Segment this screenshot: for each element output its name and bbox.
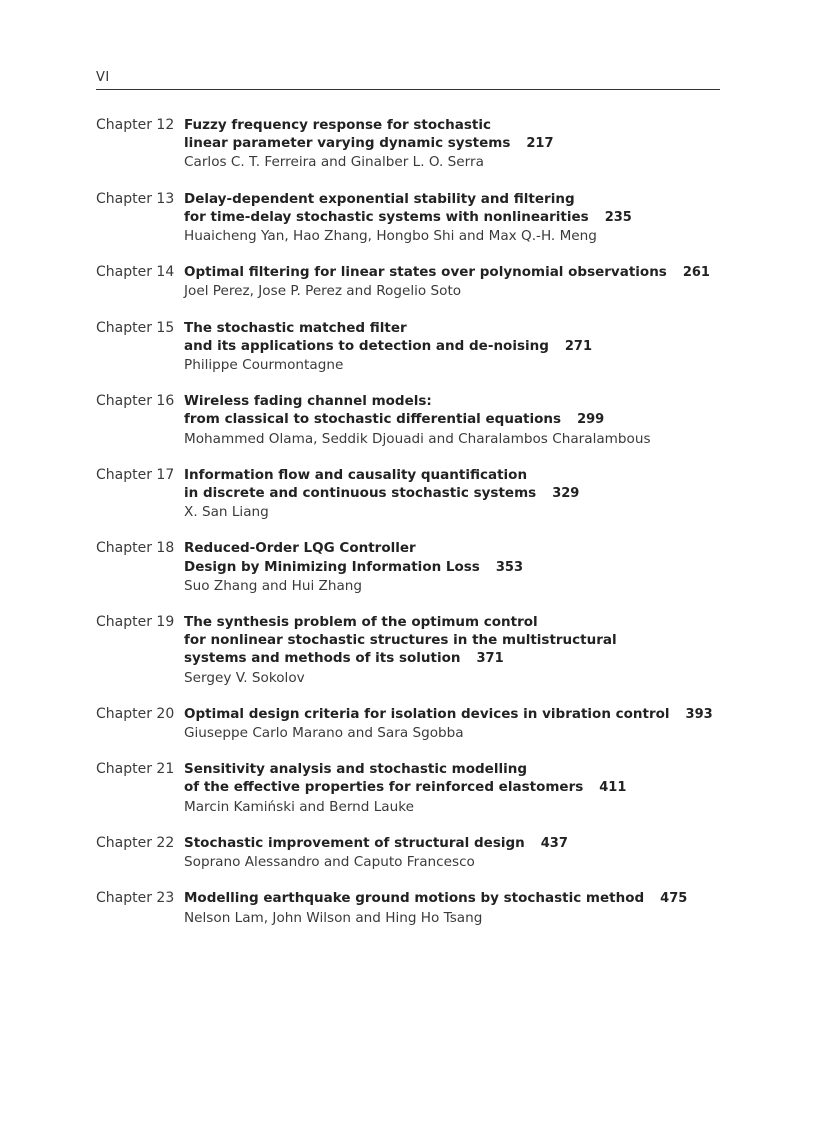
chapter-authors: Giuseppe Carlo Marano and Sara Sgobba [184,725,464,742]
chapter-title-text: Information flow and causality quantification [184,466,528,483]
chapter-label: Chapter 13 [96,190,175,207]
chapter-label: Chapter 19 [96,614,175,631]
chapter-label: Chapter 18 [96,540,175,557]
chapter-title-line [184,319,736,337]
chapter-title-line [184,410,736,429]
chapter-authors: Sergey V. Sokolov [184,669,305,686]
chapter-authors: Nelson Lam, John Wilson and Hing Ho Tsang [184,909,483,926]
chapter-title-text: The synthesis problem of the optimum control [184,614,538,631]
chapter-body [184,889,736,926]
chapter-authors: Huaicheng Yan, Hao Zhang, Hongbo Shi and Max Q.-H. Meng [184,228,597,245]
toc-entry [96,466,736,522]
page-number: VI [96,70,110,85]
chapter-title-text: for time-delay stochastic systems with nonlinearities [184,208,589,225]
toc-entry [96,116,736,172]
chapter-title-text: systems and methods of its solution [184,650,461,667]
chapter-title-line [184,190,736,208]
toc-entry [96,834,736,871]
chapter-label: Chapter 17 [96,466,175,483]
chapter-title-line [184,337,736,356]
chapter-body [184,263,736,300]
chapter-title-line [184,392,736,410]
chapter-title-text: Delay-dependent exponential stability and filtering [184,190,575,207]
chapter-label: Chapter 15 [96,319,175,336]
chapter-title-text: Wireless fading channel models: [184,393,432,410]
chapter-page-number: 475 [660,891,688,907]
chapter-authors: Carlos C. T. Ferreira and Ginalber L. O. Serra [184,154,484,171]
chapter-page-number: 261 [682,265,710,281]
chapter-authors: Mohammed Olama, Seddik Djouadi and Charalambos Charalambous [184,430,651,447]
chapter-authors: Marcin Kamiński and Bernd Lauke [184,798,414,815]
chapter-label: Chapter 12 [96,117,175,133]
chapter-title-line [184,208,736,227]
chapter-authors: Suo Zhang and Hui Zhang [184,577,363,594]
chapter-title-line [184,889,736,908]
chapter-body [184,613,736,687]
toc-entry [96,760,736,816]
toc-entry [96,705,736,742]
chapter-page-number: 299 [577,412,605,428]
chapter-title-text: linear parameter varying dynamic systems [184,135,511,152]
chapter-label: Chapter 16 [96,393,175,410]
chapter-authors: X. San Liang [184,504,269,521]
page-header [96,70,720,90]
chapter-title-line [184,466,736,484]
chapter-page-number: 353 [495,559,523,575]
chapter-title-line [184,705,736,724]
chapter-label: Chapter 14 [96,264,175,281]
chapter-page-number: 371 [476,651,504,667]
chapter-title-line [184,613,736,631]
chapter-title-text: and its applications to detection and de-noising [184,337,549,354]
chapter-body [184,116,736,172]
chapter-title-line [184,834,736,853]
chapter-page-number: 271 [564,338,593,354]
chapter-body [184,190,736,246]
chapter-body [184,705,736,742]
chapter-title-text: Design by Minimizing Information Loss [184,558,480,575]
chapter-title-text: Sensitivity analysis and stochastic modelling [184,761,527,778]
toc-entry [96,263,736,300]
chapter-page-number: 329 [552,486,580,502]
chapter-label: Chapter 23 [96,890,175,907]
chapter-body [184,539,736,595]
chapter-authors: Joel Perez, Jose P. Perez and Rogelio Soto [184,283,462,300]
chapter-body [184,834,736,871]
chapter-title-line [184,778,736,797]
chapter-page-number: 411 [599,780,627,796]
chapter-body [184,319,736,375]
chapter-label: Chapter 21 [96,761,175,778]
chapter-page-number: 393 [685,706,713,722]
chapter-title-line [184,116,736,134]
chapter-title-line [184,760,736,778]
toc-entry [96,613,736,687]
chapter-title-line [184,539,736,557]
chapter-title-line [184,263,736,282]
toc-entry [96,392,736,448]
chapter-title-text: Reduced-Order LQG Controller [184,540,416,557]
chapter-title-text: Fuzzy frequency response for stochastic [184,117,492,133]
chapter-page-number: 217 [526,136,554,152]
chapter-title-line [184,484,736,503]
chapter-title-line [184,558,736,577]
chapter-authors: Soprano Alessandro and Caputo Francesco [184,854,475,871]
chapter-title-line [184,134,736,153]
chapter-label: Chapter 20 [96,705,175,722]
chapter-page-number: 437 [540,835,568,851]
toc-entry [96,319,736,375]
chapter-title-text: for nonlinear stochastic structures in the multistructural [184,632,617,649]
chapter-title-line [184,631,736,649]
chapter-body [184,392,736,448]
chapter-label: Chapter 22 [96,834,175,851]
chapter-page-number: 235 [604,209,632,225]
chapter-body [184,466,736,522]
chapter-title-text: from classical to stochastic differential equations [184,411,562,428]
chapter-body [184,760,736,816]
chapter-title-text: Modelling earthquake ground motions by stochastic method [184,890,645,907]
chapter-title-text: Optimal filtering for linear states over polynomial observations [184,264,667,281]
toc-entry [96,190,736,246]
chapter-authors: Philippe Courmontagne [184,357,344,374]
chapter-title-text: The stochastic matched filter [184,319,407,336]
toc-entry [96,539,736,595]
chapter-title-line [184,649,736,668]
toc-entry [96,889,736,926]
chapter-title-text: of the effective properties for reinforced elastomers [184,779,584,796]
chapter-title-text: in discrete and continuous stochastic systems [184,485,537,502]
chapter-title-text: Optimal design criteria for isolation devices in vibration control [184,705,670,722]
table-of-contents [96,116,736,927]
chapter-title-text: Stochastic improvement of structural design [184,834,525,851]
